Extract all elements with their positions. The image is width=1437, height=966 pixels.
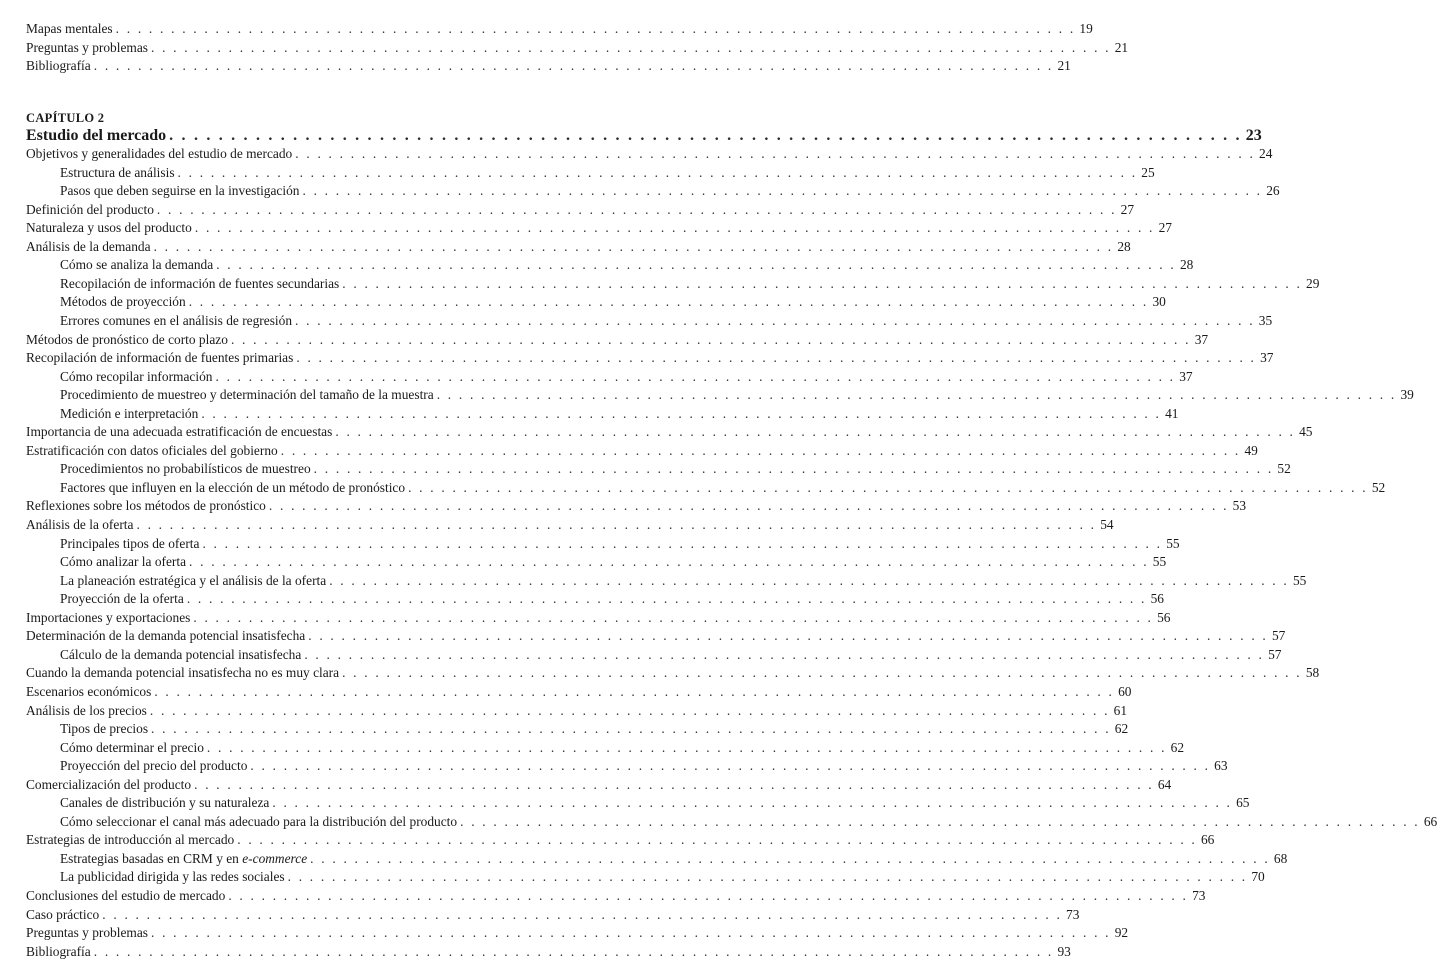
toc-entry-page: 56 xyxy=(1150,591,1164,607)
toc-entry-title: Cómo se analiza la demanda xyxy=(60,257,214,273)
leader-dots: . . . . . . . . . . . . . . . . . . . . . . . . . . . . . . . . . . . . . . . . . . . . . . . . . . . . . . . . . . . . . . . . . . . . . . . . . . . . . . . . . . . . . . . xyxy=(335,424,1296,440)
leader-dots: . . . . . . . . . . . . . . . . . . . . . . . . . . . . . . . . . . . . . . . . . . . . . . . . . . . . . . . . . . . . . . . . . . . . . . . . . . . . . . . . . . . . . . . xyxy=(177,164,1138,180)
toc-entry-title: Cómo seleccionar el canal más adecuado para la distribución del producto xyxy=(60,813,458,829)
toc-subentry xyxy=(60,646,1282,664)
toc-entry-title: Pasos que deben seguirse en la investigación xyxy=(60,183,300,199)
toc-entry-page: 49 xyxy=(1244,442,1258,458)
leader-dots: . . . . . . . . . . . . . . . . . . . . . . . . . . . . . . . . . . . . . . . . . . . . . . . . . . . . . . . . . . . . . . . . . . . . . . . . . . . . . . . . . . . . . . . xyxy=(154,683,1115,699)
toc-entry-title: Preguntas y problemas xyxy=(26,39,148,55)
toc-entry-page: 28 xyxy=(1179,257,1194,273)
toc-entry-title: Determinación de la demanda potencial insatisfecha xyxy=(26,628,306,644)
toc-entry-page: 57 xyxy=(1271,628,1286,644)
toc-entry xyxy=(26,423,1313,441)
toc-entry-page: 93 xyxy=(1057,943,1071,959)
toc-subentry xyxy=(60,850,1288,868)
toc-entry-page: 54 xyxy=(1100,517,1114,532)
leader-dots: . . . . . . . . . . . . . . . . . . . . . . . . . . . . . . . . . . . . . . . . . . . . . . . . . . . . . . . . . . . . . . . . . . . . . . . . . . . . . . . . . . . . . . . xyxy=(102,906,1062,922)
toc-entry-title: Caso práctico xyxy=(26,906,100,922)
leader-dots: . . . . . . . . . . . . . . . . . . . . . . . . . . . . . . . . . . . . . . . . . . . . . . . . . . . . . . . . . . . . . . . . . . . . . . . . . . . . . . . . . . . . . . . xyxy=(93,943,1054,959)
toc-entry-title: Estructura de análisis xyxy=(60,164,175,180)
chapter-page-number: 23 xyxy=(1245,127,1262,144)
toc-entry xyxy=(26,683,1132,701)
toc-entry-page: 45 xyxy=(1299,424,1313,440)
toc-subentry xyxy=(60,535,1180,553)
toc-entry-page: 63 xyxy=(1214,758,1228,774)
leader-dots: . . . . . . . . . . . . . . . . . . . . . . . . . . . . . . . . . . . . . . . . . . . . . . . . . . . . . . . . . . . . . . . . . . . . . . . . . . . . . . . . . . . . . . . xyxy=(230,331,1191,347)
leader-dots: . . . . . . . . . . . . . . . . . . . . . . . . . . . . . . . . . . . . . . . . . . . . . . . . . . . . . . . . . . . . . . . . . . . . . . . . . . . . . . . . . . . . . . . xyxy=(216,257,1176,273)
toc-entry-title: Objetivos y generalidades del estudio de mercado xyxy=(26,146,293,161)
leader-dots: . . . . . . . . . . . . . . . . . . . . . . . . . . . . . . . . . . . . . . . . . . . . . . . . . . . . . . . . . . . . . . . . . . . . . . . . . . . . . . . . . . . . . . . xyxy=(186,591,1147,607)
toc-subentry xyxy=(60,757,1228,775)
toc-entry-page: 39 xyxy=(1400,387,1414,403)
toc-entry-page: 65 xyxy=(1236,795,1250,811)
leader-dots: . . . . . . . . . . . . . . . . . . . . . . . . . . . . . . . . . . . . . . . . . . . . . . . . . . . . . . . . . . . . . . . . . . . . . . . . . . . . . . . . . . . . . . . xyxy=(460,813,1420,829)
toc-entry-page: 19 xyxy=(1079,21,1093,36)
toc-subentry xyxy=(60,813,1437,831)
toc-entry-title: Análisis de la demanda xyxy=(26,238,151,254)
toc-entry-title: Escenarios económicos xyxy=(26,683,152,699)
toc-entry-title: Importancia de una adecuada estratificación de encuestas xyxy=(26,424,333,440)
toc-subentry xyxy=(60,368,1193,386)
toc-entry-page: 21 xyxy=(1057,58,1071,73)
toc-entry-page: 30 xyxy=(1152,294,1166,310)
leader-dots: . . . . . . . . . . . . . . . . . . . . . . . . . . . . . . . . . . . . . . . . . . . . . . . . . . . . . . . . . . . . . . . . . . . . . . . . . . . . . . . . . . . . . . . xyxy=(194,776,1154,792)
toc-entry-title: Factores que influyen en la elección de un método de pronóstico xyxy=(60,479,406,495)
leader-dots: . . . . . . . . . . . . . . . . . . . . . . . . . . . . . . . . . . . . . . . . . . . . . . . . . . . . . . . . . . . . . . . . . . . . . . . . . . . . . . . . . . . . . . . xyxy=(201,405,1162,421)
leader-dots: . . . . . . . . . . . . . . . . . . . . . . . . . . . . . . . . . . . . . . . . . . . . . . . . . . . . . . . . . . . . . . . . . . . . . . . . . . . . . . . . . . . . . . . xyxy=(304,646,1265,662)
toc-entry-page: 55 xyxy=(1292,572,1307,588)
toc-entry xyxy=(26,145,1273,163)
toc-subentry xyxy=(60,256,1194,274)
toc-entry-title: Importaciones y exportaciones xyxy=(26,609,191,625)
toc-entry-title: Errores comunes en el análisis de regresión xyxy=(60,312,293,328)
toc-entry-page: 64 xyxy=(1157,776,1172,792)
leader-dots: . . . . . . . . . . . . . . . . . . . . . . . . . . . . . . . . . . . . . . . . . . . . . . . . . . . . . . . . . . . . . . . . . . . . . . . . . . . . . . . . . . . . . . . xyxy=(188,294,1149,310)
leader-dots: . . . . . . . . . . . . . . . . . . . . . . . . . . . . . . . . . . . . . . . . . . . . . . . . . . . . . . . . . . . . . . . . . . . . . . . . . . . . . . . . . . . . . . . xyxy=(194,220,1155,236)
toc-entry-page: 21 xyxy=(1114,39,1129,55)
toc-entry xyxy=(26,702,1128,720)
toc-entry-title: Canales de distribución y su naturaleza xyxy=(60,795,270,811)
toc-entry-title: Estratificación con datos oficiales del gobierno xyxy=(26,442,278,458)
toc-entry-page: 52 xyxy=(1371,479,1386,495)
toc-entry-title: Bibliografía xyxy=(26,943,91,959)
toc-entry xyxy=(26,906,1080,924)
toc-entry-page: 37 xyxy=(1194,331,1209,347)
toc-subentry xyxy=(60,590,1164,608)
toc-entry-title: La planeación estratégica y el análisis de la oferta xyxy=(60,572,327,588)
toc-entry-page: 37 xyxy=(1260,350,1274,366)
leader-dots: . . . . . . . . . . . . . . . . . . . . . . . . . . . . . . . . . . . . . . . . . . . . . . . . . . . . . . . . . . . . . . . . . . . . . . . . . . . . . . . . . . . . . . . xyxy=(193,609,1154,625)
toc-entry xyxy=(26,57,1071,75)
toc-subentry xyxy=(60,312,1273,330)
toc-subentry xyxy=(60,405,1179,423)
toc-entry xyxy=(26,776,1172,794)
toc-entry-title: Naturaleza y usos del producto xyxy=(26,220,192,236)
toc-entry-title: Cuando la demanda potencial insatisfecha no es muy clara xyxy=(26,665,340,681)
toc-entry-page: 37 xyxy=(1179,368,1193,384)
toc-entry-title: Métodos de pronóstico de corto plazo xyxy=(26,331,228,347)
leader-dots: . . . . . . . . . . . . . . . . . . . . . . . . . . . . . . . . . . . . . . . . . . . . . . . . . . . . . . . . . . . . . . . . . . . . . . . . . . . . . . . . . . . . . . . xyxy=(268,498,1229,514)
toc-entry-title-italic: e-commerce xyxy=(242,850,308,866)
toc-entry-page: 66 xyxy=(1200,832,1215,848)
toc-entry-title: La publicidad dirigida y las redes sociales xyxy=(60,869,285,885)
toc-entry xyxy=(26,219,1172,237)
toc-entry xyxy=(26,664,1320,682)
toc-subentry xyxy=(60,739,1185,757)
toc-entry-page: 55 xyxy=(1166,535,1180,551)
toc-entry xyxy=(26,39,1129,57)
toc-subentry xyxy=(60,794,1250,812)
toc-subentry xyxy=(60,868,1265,886)
toc-entry xyxy=(26,442,1258,460)
toc-entry xyxy=(26,201,1135,219)
leader-dots: . . . . . . . . . . . . . . . . . . . . . . . . . . . . . . . . . . . . . . . . . . . . . . . . . . . . . . . . . . . . . . . . . . . . . . . . . . . . . . . . . . . . . . . xyxy=(408,479,1368,495)
toc-entry-page: 92 xyxy=(1114,925,1129,941)
leader-dots: . . . . . . . . . . . . . . . . . . . . . . . . . . . . . . . . . . . . . . . . . . . . . . . . . . . . . . . . . . . . . . . . . . . . . . . . . . . . . . . . . . . . . . . xyxy=(272,795,1233,811)
toc-entry-page: 70 xyxy=(1251,869,1265,885)
toc-subentry xyxy=(60,386,1414,404)
leader-dots: . . . . . . . . . . . . . . . . . . . . . . . . . . . . . . . . . . . . . . . . . . . . . . . . . . . . . . . . . . . . . . . . . . . . . . . . . . . . . . . . . . . . . . . xyxy=(342,275,1302,291)
toc-entry xyxy=(26,627,1286,645)
toc-entry-title: Conclusiones del estudio de mercado xyxy=(26,888,226,903)
toc-entry xyxy=(26,943,1071,961)
toc-entry xyxy=(26,20,1093,38)
leader-dots: . . . . . . . . . . . . . . . . . . . . . . . . . . . . . . . . . . . . . . . . . . . . . . . . . . . . . . . . . . . . . . . . . . . . . . . . . . . . . . . . . . . . . . . xyxy=(150,925,1111,941)
toc-entry-page: 73 xyxy=(1066,906,1080,922)
leader-dots: . . . . . . . . . . . . . . . . . . . . . . . . . . . . . . . . . . . . . . . . . . . . . . . . . . . . . . . . . . . . . . . . . . . . . . . . . . . . . . . . . . . . . . . xyxy=(342,665,1302,681)
toc-entry-title: Análisis de los precios xyxy=(26,702,147,718)
toc-entry-page: 55 xyxy=(1152,554,1167,570)
toc-entry xyxy=(26,497,1247,515)
toc-entry-page: 25 xyxy=(1141,164,1155,180)
toc-entry-title: Cómo analizar la oferta xyxy=(60,554,187,570)
leader-dots: . . . . . . . . . . . . . . . . . . . . . . . . . . . . . . . . . . . . . . . . . . . . . . . . . . . . . . . . . . . . . . . . . . . . . . . . . . . . . . . . . . . . . . . xyxy=(156,201,1117,217)
leader-dots: . . . . . . . . . . . . . . . . . . . . . . . . . . . . . . . . . . . . . . . . . . . . . . . . . . . . . . . . . . . . . . . . . . . . . . . . . . . . . . . . . . . . . . . xyxy=(296,350,1257,366)
toc-entry-page: 66 xyxy=(1423,813,1437,829)
toc-subentry xyxy=(60,275,1320,293)
toc-entry-title: Procedimientos no probabilísticos de muestreo xyxy=(60,461,311,477)
leader-dots: . . . . . . . . . . . . . . . . . . . . . . . . . . . . . . . . . . . . . . . . . . . . . . . . . . . . . . . . . . . . . . . . . . . . . . . . . . . . . . . . . . . . . . . xyxy=(136,517,1097,532)
leader-dots: . . . . . . . . . . . . . . . . . . . . . . . . . . . . . . . . . . . . . . . . . . . . . . . . . . . . . . . . . . . . . . . . . . . . . . . . . . . . . . . . . . . . . . . xyxy=(287,869,1248,885)
toc-entry-title: Proyección de la oferta xyxy=(60,591,184,607)
toc-entry-page: 27 xyxy=(1158,220,1172,236)
chapter-label: CAPÍTULO 2 xyxy=(26,111,105,125)
toc-entry xyxy=(26,609,1171,627)
toc-entry-page: 52 xyxy=(1277,461,1291,477)
toc-entry-page: 35 xyxy=(1258,312,1273,328)
toc-entry-page: 62 xyxy=(1114,721,1129,737)
toc-subentry xyxy=(60,460,1291,478)
leader-dots: . . . . . . . . . . . . . . . . . . . . . . . . . . . . . . . . . . . . . . . . . . . . . . . . . . . . . . . . . . . . . . . . . . . . . . . . . . . . . . . . . . . . . . . xyxy=(302,183,1263,199)
toc-entry-page: 73 xyxy=(1192,888,1206,903)
toc-entry-page: 68 xyxy=(1273,850,1288,866)
toc-entry-page: 61 xyxy=(1113,702,1128,718)
leader-dots: . . . . . . . . . . . . . . . . . . . . . . . . . . . . . . . . . . . . . . . . . . . . . . . . . . . . . . . . . . . . . . . . . . . . . . . . . . . . . . . . . . . . . . . xyxy=(280,442,1241,458)
toc-entry-title: Análisis de la oferta xyxy=(26,517,134,532)
toc-entry-title: Bibliografía xyxy=(26,58,91,73)
toc-entry-title: Principales tipos de oferta xyxy=(60,535,200,551)
leader-dots: . . . . . . . . . . . . . . . . . . . . . . . . . . . . . . . . . . . . . . . . . . . . . . . . . . . . . . . . . . . . . . . . . . . . . . . . . . . . . . . . . . . . . . . xyxy=(206,739,1167,755)
toc-entry-title: Comercialización del producto xyxy=(26,776,192,792)
toc-entry-page: 28 xyxy=(1117,238,1131,254)
toc-entry-title: Definición del producto xyxy=(26,201,154,217)
leader-dots: . . . . . . . . . . . . . . . . . . . . . . . . . . . . . . . . . . . . . . . . . . . . . . . . . . . . . . . . . . . . . . . . . . . . . . . . . . . . . . . . . . . . . . . xyxy=(202,535,1163,551)
toc-entry xyxy=(26,349,1274,367)
leader-dots: . . . . . . . . . . . . . . . . . . . . . . . . . . . . . . . . . . . . . . . . . . . . . . . . . . . . . . . . . . . . . . . . . . . . . . . . . . . . . . . . . . . . . . . xyxy=(436,387,1397,403)
toc-entry xyxy=(26,516,1114,534)
leader-dots: . . . . . . . . . . . . . . . . . . . . . . . . . . . . . . . . . . . . . . . . . . . . . . . . . . . . . . . . . . . . . . . . . . . . . . . . . . . . . . . . . . . . . . . xyxy=(295,146,1255,161)
toc-entry-page: 27 xyxy=(1120,201,1135,217)
toc-entry-title: Preguntas y problemas xyxy=(26,925,148,941)
leader-dots: . . . . . . . . . . . . . . . . . . . . . . . . . . . . . . . . . . . . . . . . . . . . . . . . . . . . . . . . . . . . . . . . . . . . . . . . . . . . . . . . . . . . . . . xyxy=(153,238,1114,254)
toc-subentry xyxy=(60,572,1307,590)
leader-dots: . . . . . . . . . . . . . . . . . . . . . . . . . . . . . . . . . . . . . . . . . . . . . . . . . . . . . . . . . . . . . . . . . . . . . . . . . . . . . . . . . . . . . . . xyxy=(329,572,1289,588)
toc-entry-title: Métodos de proyección xyxy=(60,294,186,310)
leader-dots: . . . . . . . . . . . . . . . . . . . . . . . . . . . . . . . . . . . . . . . . . . . . . . . . . . . . . . . . . . . . . . . . . . . . . . . . . . . . . . . . . . . . . . . xyxy=(149,702,1110,718)
toc-entry xyxy=(26,887,1206,905)
toc-entry-page: 56 xyxy=(1157,609,1171,625)
toc-entry xyxy=(26,831,1215,849)
toc-entry-title: Procedimiento de muestreo y determinación del tamaño de la muestra xyxy=(60,387,434,403)
leader-dots: . . . . . . . . . . . . . . . . . . . . . . . . . . . . . . . . . . . . . . . . . . . . . . . . . . . . . . . . . . . . . . . . . . . . . . . . . . . . . . . . . . . . . . . xyxy=(115,21,1076,36)
toc-entry-title: Cómo determinar el precio xyxy=(60,739,204,755)
toc-entry-title: Mapas mentales xyxy=(26,21,113,36)
toc-subentry xyxy=(60,182,1280,200)
toc-entry-page: 60 xyxy=(1118,683,1132,699)
leader-dots: . . . . . . . . . . . . . . . . . . . . . . . . . . . . . . . . . . . . . . . . . . . . . . . . . . . . . . . . . . . . . . . . . . . . . . . . . . . . . . . . . . . . . . . xyxy=(310,850,1270,866)
toc-entry-page: 24 xyxy=(1259,146,1273,161)
toc-entry-title: Recopilación de información de fuentes secundarias xyxy=(60,275,340,291)
toc-entry-page: 29 xyxy=(1306,275,1320,291)
toc-entry-page: 53 xyxy=(1232,498,1247,514)
toc-entry-title: Medición e interpretación xyxy=(60,405,199,421)
leader-dots: . . . . . . . . . . . . . . . . . . . . . . . . . . . . . . . . . . . . . . . . . . . . . . . . . . . . . . . . . . . . . . . . . . . . . . . . . . . . . . . . . . . . . . . xyxy=(250,758,1211,774)
toc-subentry xyxy=(60,164,1155,182)
leader-dots: . . . . . . . . . . . . . . . . . . . . . . . . . . . . . . . . . . . . . . . . . . . . . . . . . . . . . . . . . . . . . . . . . . . . . . . . . . . . . . . . . . . . . . . xyxy=(93,58,1054,73)
toc-subentry xyxy=(60,720,1129,738)
toc-entry xyxy=(26,924,1129,942)
leader-dots: . . . . . . . . . . . . . . . . . . . . . . . . . . . . . . . . . . . . . . . . . . . . . . . . . . . . . . . . . . . . . . . . . . . . . . . . . . . . . . . . . . . . . . . xyxy=(151,721,1111,737)
toc-entry xyxy=(26,331,1209,349)
toc-subentry xyxy=(60,553,1167,571)
toc-entry-title: Cómo recopilar información xyxy=(60,368,213,384)
toc-entry xyxy=(26,238,1131,256)
toc-entry-page: 62 xyxy=(1170,739,1185,755)
toc-entry-title: Recopilación de información de fuentes primarias xyxy=(26,350,294,366)
toc-entry-title: Reflexiones sobre los métodos de pronóstico xyxy=(26,498,266,514)
leader-dots: . . . . . . . . . . . . . . . . . . . . . . . . . . . . . . . . . . . . . . . . . . . . . . . . . . . . . . . . . . . . . . . . . . . . . . . . . . . . . . . . . . . . . . . xyxy=(237,832,1197,848)
toc-entry-title: Proyección del precio del producto xyxy=(60,758,248,774)
leader-dots: . . . . . . . . . . . . . . . . . . . . . . . . . . . . . . . . . . . . . . . . . . . . . . . . . . . . . . . . . . . . . . . . . . . . . . . . . . . . . . . . . . . . . . . xyxy=(228,888,1189,903)
leader-dots: . . . . . . . . . . . . . . . . . . . . . . . . . . . . . . . . . . . . . . . . . . . . . . . . . . . . . . . . . . . . . . . . . . . . . . . . . . . . . . . . . . . . . . . xyxy=(308,628,1268,644)
chapter-title-row xyxy=(26,126,1262,146)
toc-entry-page: 26 xyxy=(1266,183,1280,199)
toc-subentry xyxy=(60,293,1166,311)
toc-entry-title: Cálculo de la demanda potencial insatisfecha xyxy=(60,646,302,662)
leader-dots: . . . . . . . . . . . . . . . . . . . . . . . . . . . . . . . . . . . . . . . . . . . . . . . . . . . . . . . . . . . . . . . . . . . . . . . . . . . . . . . . . . . . . . . xyxy=(215,368,1176,384)
leader-dots: . . . . . . . . . . . . . . . . . . . . . . . . . . . . . . . . . . . . . . . . . . . . . . . . . . . . . . . . . . . . . . . . . . . . . . . . . . . . . . . . . . . . . . . xyxy=(189,554,1149,570)
toc-entry-page: 58 xyxy=(1305,665,1320,681)
leader-dots: . . . . . . . . . . . . . . . . . . . . . . . . . . . . . . . . . . . . . . . . . . . . . . . . . . . . . . . . . . . . . . . . . . . . . . . . . . . . . . . . . . . . . . . xyxy=(169,127,1242,144)
leader-dots: . . . . . . . . . . . . . . . . . . . . . . . . . . . . . . . . . . . . . . . . . . . . . . . . . . . . . . . . . . . . . . . . . . . . . . . . . . . . . . . . . . . . . . . xyxy=(150,39,1111,55)
chapter-title: Estudio del mercado xyxy=(26,127,167,144)
toc-entry-title: Tipos de precios xyxy=(60,721,149,737)
toc-entry-page: 57 xyxy=(1268,646,1282,662)
toc-entry-title: Estrategias de introducción al mercado xyxy=(26,832,235,848)
toc-entry-page: 41 xyxy=(1165,405,1179,421)
toc-subentry xyxy=(60,479,1386,497)
leader-dots: . . . . . . . . . . . . . . . . . . . . . . . . . . . . . . . . . . . . . . . . . . . . . . . . . . . . . . . . . . . . . . . . . . . . . . . . . . . . . . . . . . . . . . . xyxy=(295,312,1255,328)
leader-dots: . . . . . . . . . . . . . . . . . . . . . . . . . . . . . . . . . . . . . . . . . . . . . . . . . . . . . . . . . . . . . . . . . . . . . . . . . . . . . . . . . . . . . . . xyxy=(313,461,1274,477)
toc-entry-title: Estrategias basadas en CRM y en e-commerce xyxy=(60,850,308,866)
